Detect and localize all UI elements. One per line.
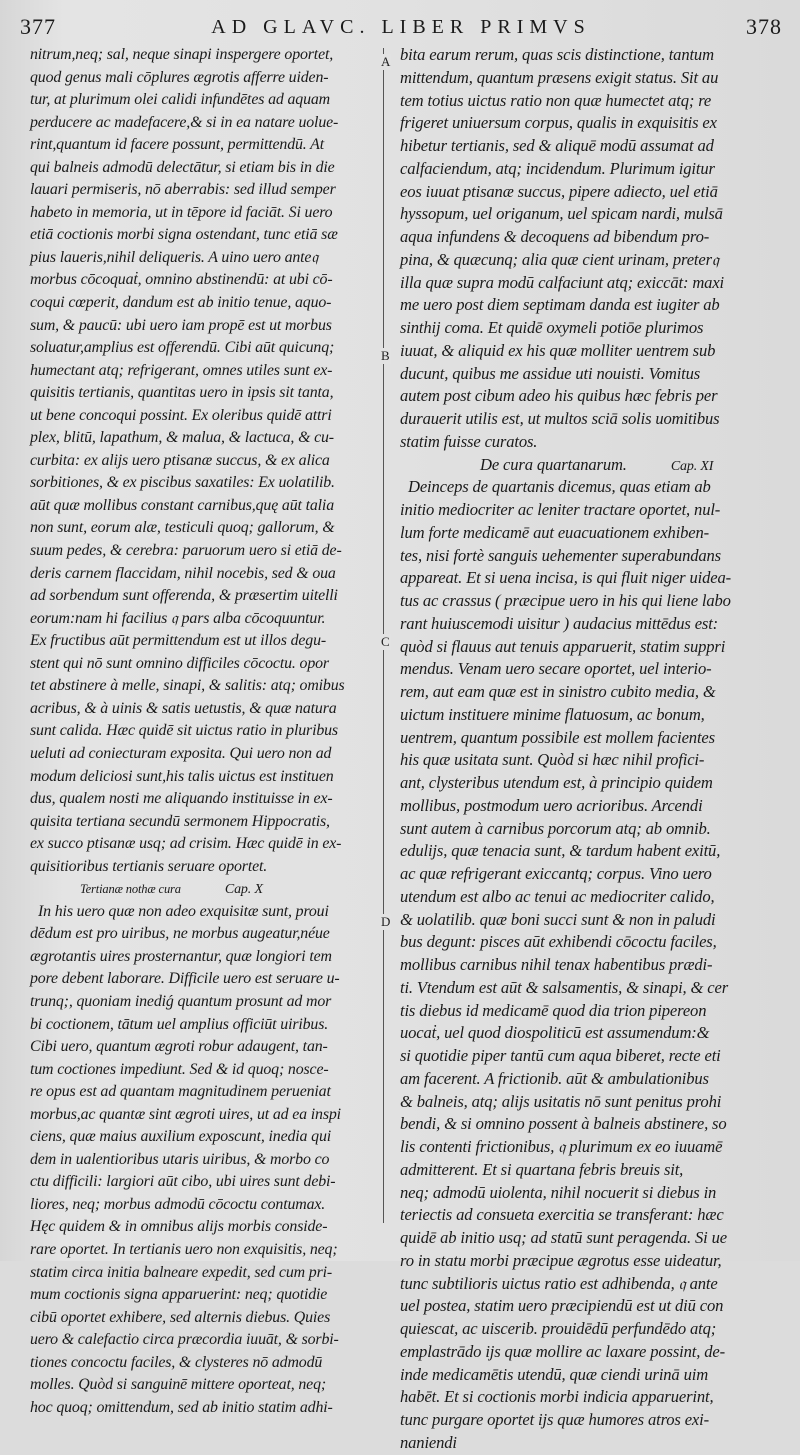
margin-letter-d: D — [381, 914, 391, 929]
text-line: rant huiuscemodi uisitur ) audacius mittēdus est: — [400, 613, 719, 633]
text-line: ueluti ad coniecturam exposita. Qui uero non ad — [30, 744, 332, 762]
text-line: Cibi uero, quantum ægroti robur adaugent, tan- — [30, 1038, 328, 1056]
text-line: modum deliciosi sunt,his talis uictus est instituen — [30, 767, 334, 785]
text-line: illa quæ supra modū calfaciunt atq; exiccāt: maxi — [400, 272, 725, 292]
text-line: etiā coctionis morbi signa ostendant, tunc etiā sæ — [30, 226, 338, 244]
text-line: durauerit utilis est, ut multos sciā solis uomitibus — [400, 409, 720, 428]
text-line: statim circa initia balneare expedit, sed cum pri- — [30, 1263, 333, 1281]
margin-letter-a: A — [381, 54, 391, 69]
text-line: sorbitiones, & ex piscibus saxatiles: Ex uolatilib. — [30, 474, 335, 492]
text-line: hoc quoq; omittendum, sed ab initio statim adhi- — [30, 1398, 333, 1416]
text-line: teriectis ad consueta exercitia se transferant: hæc — [400, 1205, 724, 1225]
text-line: autem post cibum adeo his quibus hæc febris per — [400, 386, 718, 406]
text-line: habeto in memoria, ut in tēpore id faciāt. Si uero — [30, 203, 333, 221]
text-line: calfaciendum, atq; incidendum. Plurimum igitur — [400, 158, 715, 178]
text-line: tet abstinere à melle, sinapi, & salitis: atq; omibus — [30, 677, 345, 695]
text-line: morbus cōcoquaṫ, omnino abstinendū: at ubi cō- — [30, 271, 333, 289]
text-line: uentrem, quantum possibile est mollem facientes — [400, 727, 715, 747]
text-line: ctu difficili: largiori aūt cibo, ubi uires sunt debi- — [30, 1173, 336, 1191]
text-line: bi coctionem, tātum uel amplius officiūt uiribus. — [30, 1015, 329, 1033]
text-line: si quotidie piper tantū cum aqua biberet, recte eti — [400, 1046, 721, 1065]
text-line: stent qui nō sunt omnino difficiles cōcoctu. opor — [30, 654, 329, 672]
text-line: Ex fructibus aūt permittendum est ut illos degu- — [30, 632, 327, 650]
text-line: ægrotantis uires prosternantur, quæ longiori tem — [30, 947, 332, 965]
text-line: nitrum,neq; sal, neque sinapi inspergere oportet, — [30, 46, 334, 63]
text-line: edulijs, quæ tenacia sunt, & tardum habent exitū, — [400, 841, 721, 861]
section-title: De cura quartanarum. — [480, 454, 627, 474]
text-line: ex succo ptisanæ usq; ad crisim. Hæc quidē in ex- — [30, 835, 342, 853]
text-line: ut bene concoqui possint. Ex oleribus quidē attri — [30, 406, 332, 424]
text-line: bus degunt: pisces aūt exhibendi cōcoctu faciles, — [400, 932, 717, 952]
text-line: sinthij coma. Et quidē oxymeli potiōe plurimos — [400, 318, 704, 337]
text-line: dem in ualentioribus utaris uiribus, & morbo co — [30, 1150, 330, 1168]
running-head — [20, 14, 782, 40]
text-line: soluatur,amplius est offerendū. Cibi aūt quicunq; — [30, 339, 335, 357]
text-line: perducere ac madefacere,& si in ea natare uolue- — [30, 113, 339, 131]
text-line: hyssopum, uel origanum, uel spicam nardi, mulsā — [400, 204, 723, 224]
text-line: tes, nisi fortè sanguis uehementer superabundans — [400, 545, 721, 565]
text-line: cibū oportet exhibere, sed alternis diebus. Quies — [30, 1308, 331, 1326]
text-line: mendus. Venam uero secare oportet, uel interio- — [400, 659, 712, 679]
text-line: Deinceps de quartanis dicemus, quas etiam ab — [408, 477, 711, 497]
text-line: mollibus, postmodum uero acrioribus. Arcendi — [400, 795, 703, 815]
text-line: sum, & paucū: ubi uero iam propē est ut morbus — [30, 316, 332, 334]
text-line: ti. Vtendum est aūt & salsamentis, & sinapi, & cer — [400, 977, 729, 997]
text-line: pore debent laborare. Difficile uero est seruare u- — [30, 970, 340, 988]
text-line: quòd si flauus aut tenuis apparuerit, statim suppri — [400, 636, 726, 656]
text-line: habēt. Et si coctionis morbi indicia apparuerint, — [400, 1387, 714, 1407]
text-line: dēdum est pro uiribus, ne morbus augeatur,néue — [30, 925, 330, 943]
text-line: pina, & quæcunq; alia quæ cient urinam, preter𝔮 — [400, 249, 719, 269]
text-line: tum coctiones impediunt. Sed & id quoq; nosce- — [30, 1060, 329, 1078]
text-line: ciens, quæ maius auxilium exposcunt, inedia qui — [30, 1128, 332, 1146]
text-line: eorum:nam hi facilius 𝔮 pars alba cōcoquuntur. — [30, 609, 326, 627]
text-line: mittendum, quantum præsens exigit status. Sit au — [400, 67, 719, 87]
text-line: mollibus carnibus nihil tenax habentibus prædi- — [400, 955, 713, 974]
text-line: quisitioribus tertianis seruare oportet. — [30, 857, 268, 875]
text-line: utendum est albo ac tenui ac mediocriter calido, — [400, 886, 715, 906]
right-text-column — [400, 44, 764, 1452]
right-folio: 378 — [745, 14, 782, 39]
text-line: rem, aut eam quæ est in sinistro cubito media, & — [400, 682, 716, 701]
text-line: dus, qualem nosti me aliquando instituisse in ex- — [30, 790, 333, 808]
text-line: inde medicamētis utendū, quæ ciendi urinā uim — [400, 1364, 709, 1384]
text-line: frigeret uniuersum corpus, qualis in exquisitis ex — [400, 113, 717, 133]
text-line: eos iuuat ptisanæ succus, pipere adiecto, uel etiā — [400, 181, 718, 201]
text-line: quisitis tertianis, quantitas uero in ipsis sit tanta, — [30, 384, 334, 402]
text-line: tunc subtilioris uictus ratio est adhibenda, 𝔮 ante — [400, 1273, 718, 1293]
text-line: Hęc quidem & in omnibus alijs morbis conside- — [30, 1218, 328, 1236]
text-line: uictum instituere minime flatuosum, ac bonum, — [400, 704, 705, 724]
text-line: tur, at plurimum olei calidi infundētes ad aquam — [30, 91, 331, 109]
text-line: sunt calida. Hæc quidē sit uictus ratio in pluribus — [30, 722, 338, 740]
text-line: ad sorbendum sunt offerenda, & præsertim uitelli — [30, 587, 338, 605]
text-line: neq; admodū uiolenta, nihil nocuerit si diebus in — [400, 1182, 717, 1202]
text-line: liores, neq; morbus admodū cōcoctu contumax. — [30, 1195, 326, 1213]
text-line: his quæ usitata sunt. Quòd si hæc nihil profici- — [400, 750, 705, 770]
text-line: sunt autem à carnibus porcorum atq; ab omnib. — [400, 818, 711, 838]
text-line: acribus, & à uinis & satis uetustis, & quæ natura — [30, 699, 337, 717]
text-line: re opus est ad quantam magnitudinem perueniat — [30, 1083, 331, 1101]
margin-letter-c: C — [381, 634, 390, 649]
text-line: quisita tertiana secundū sermonem Hippocratis, — [30, 812, 330, 830]
text-line: lauari permiseris, nō aberrabis: sed illud semper — [30, 181, 336, 199]
text-line: molles. Quòd si sanguinē mittere oporteat, neq; — [30, 1376, 327, 1394]
left-text-column — [30, 44, 372, 1416]
text-line: rare oportet. In tertianis uero non exquisitis, neq; — [30, 1240, 338, 1258]
section-heading — [30, 878, 372, 901]
text-line: curbita: ex alijs uero ptisanæ succus, & ex alica — [30, 451, 330, 469]
text-line: lis contenti frictionibus, 𝔮 plurimum ex eo iuuamē — [400, 1137, 723, 1156]
text-line: quod genus mali cōplures ægrotis afferre uiden- — [30, 68, 329, 86]
text-line: uero & calefactio circa præcordia iuuāt, & sorbi- — [30, 1331, 339, 1349]
text-line: iuuat, & aliquid ex his quæ molliter uentrem sub — [400, 340, 716, 360]
chapter-number: Cap. X — [224, 882, 263, 898]
text-line: tiones concoctu faciles, & clysteres nō admodū — [30, 1353, 323, 1371]
text-line: humectant atq; refrigerant, omnes utiles sunt ex- — [30, 361, 333, 379]
text-line: ant, clysteribus utendum est, à principio quidem — [400, 773, 713, 792]
text-line: appareat. Et si uena incisa, is qui fluit niger uidea- — [400, 568, 731, 588]
text-line: hibetur tertianis, sed & aliquē modū assumat ad — [400, 136, 714, 155]
text-line: initio mediocriter ac leniter tractare oportet, nul- — [400, 500, 721, 519]
text-line: quiescat, ac uiscerib. prouidēdū perfundēdo atq; — [400, 1319, 717, 1338]
text-line: suum pedes, & cerebra: paruorum uero si etiā de- — [30, 542, 342, 560]
text-line: In his uero quæ non adeo exquisitæ sunt, proui — [38, 902, 329, 920]
text-line: am facerent. A frictionib. aūt & ambulationibus — [400, 1068, 709, 1088]
section-heading — [400, 454, 764, 477]
text-line: & uolatilib. quæ boni succi sunt & non in paludi — [400, 909, 716, 929]
text-line: & balneis, atq; alijs usitatis nō sunt penitus prohi — [400, 1091, 722, 1111]
text-line: pius laueris,nihil deliqueris. A uino uero ante𝔮 — [30, 248, 319, 266]
text-line: trunq;, quoniam inediǵ quantum prosunt ad mor — [30, 992, 332, 1010]
text-line: uel postea, statim uero præcipiendū est ut diū con — [400, 1296, 724, 1316]
text-line: qui balneis admodū delectātur, si etiam bis in die — [30, 158, 335, 176]
text-line: bendi, & si omnino possent à balneis abstinere, so — [400, 1114, 727, 1134]
text-line: deris carnem flaccidam, nihil nocebis, sed & oua — [30, 564, 336, 582]
section-title: Tertianæ nothæ cura — [80, 882, 181, 897]
text-line: mum coctionis signa apparuerint: neq; quotidie — [30, 1286, 328, 1304]
text-line: ro in statu morbi præcipue ægrotus esse uideatur, — [400, 1250, 722, 1270]
text-line: plex, blitū, lapathum, & malua, & lactuca, & cu- — [30, 429, 334, 447]
text-line: tunc purgare oportet ijs quæ humores atros exi- — [400, 1410, 709, 1429]
text-line: tis diebus id medicamē quod dia trion pipereon — [400, 1000, 707, 1020]
text-line: uocaṫ, uel quod diospoliticū est assumendum:& — [400, 1023, 710, 1043]
margin-letter-b: B — [381, 348, 390, 363]
text-line: quidē ab initio usq; ad statū sunt peragenda. Si ue — [400, 1228, 727, 1247]
text-line: statim fuisse curatos. — [400, 431, 538, 451]
text-line: ducunt, quibus me assidue uti nouisti. Vomitus — [400, 363, 701, 383]
text-line: lum forte medicamē aut euacuationem exhiben- — [400, 522, 710, 542]
text-line: bita earum rerum, quas scis distinctione, tantum — [400, 45, 714, 64]
text-line: naniendi — [400, 1432, 457, 1452]
text-line: aqua infundens & decoquens ad bibendum pro- — [400, 227, 710, 246]
text-line: emplastrādo ijs quæ mollire ac laxare possint, de- — [400, 1341, 725, 1361]
text-line: aūt quæ mollibus constant carnibus,quę aūt talia — [30, 496, 334, 514]
text-line: morbus,ac quantæ sint ægroti uires, ut ad ea inspi — [30, 1105, 341, 1123]
text-line: tem totius uictus ratio non quæ humectet atq; re — [400, 90, 712, 110]
left-folio: 377 — [20, 14, 56, 39]
text-line: ac quæ refrigerant exiccantq; corpus. Vino uero — [400, 864, 712, 883]
text-line: tus ac crassus ( præcipue uero in his qui liene labo — [400, 591, 731, 610]
text-line: me uero post diem septimam danda est iugiter ab — [400, 295, 720, 315]
chapter-number: Cap. XI — [670, 458, 714, 474]
text-line: coqui cœperit, dandum est ab initio tenue, aquo- — [30, 294, 332, 312]
text-line: non sunt, eorum alæ, testiculi quoq; gallorum, & — [30, 519, 335, 537]
running-title: AD GLAVC. LIBER PRIMVS — [211, 15, 591, 38]
text-line: rint,quantum id facere possunt, permittendū. At — [30, 136, 324, 154]
text-line: admitterent. Et si quartana febris breuis sit, — [400, 1159, 684, 1179]
